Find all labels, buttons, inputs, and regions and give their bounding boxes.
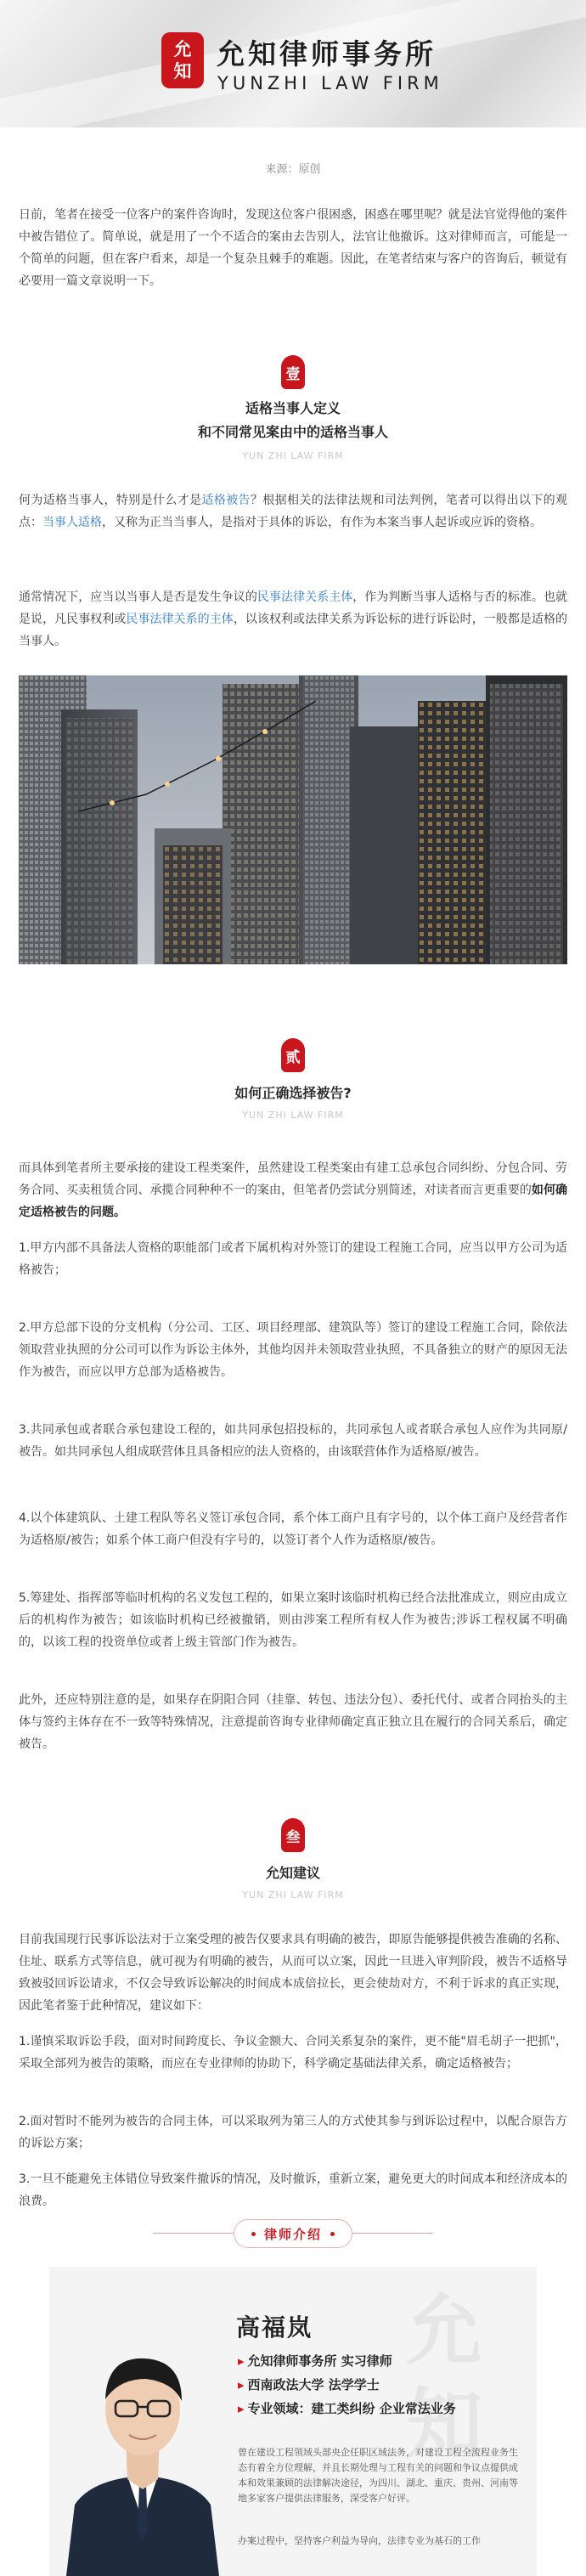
section-3-title: 允知建议: [265, 1865, 320, 1881]
lawyer-portrait: [58, 2309, 228, 2576]
city-skyline-photo: [19, 675, 567, 964]
keyword-link-party-qualification[interactable]: 当事人适格: [42, 516, 102, 529]
text-span: ？根据相关的法律法规和司法判例，笔者可以得出以下的观点：: [19, 494, 568, 529]
lawyer-profile-card: [49, 2267, 537, 2576]
section-2-item-3: 3.共同承包或者联合承包建设工程的，如共同承包招投标的，共同承包人或者联合承包人应作为共同原/被告。如共同承包人组成联营体且具备相应的法人资格的，由该联营体作为适格原/被告。: [19, 1423, 567, 1459]
section-2-closing: 此外，还应特别注意的是，如果存在阴阳合同（挂靠、转包、违法分包）、委托代付、或者合同抬头的主体与签约主体存在不一致等特殊情况，注意提前咨询专业律师确定真正独立且在履行的合同关系后，确定被告。: [19, 1693, 567, 1751]
lawyer-name: 高福岚: [236, 2313, 313, 2342]
lawyer-bio-1: 曾在建设工程领域头部央企任职区域法务，对建设工程全流程业务生态有着全方位理解，并且长期处理与工程有关的问题和争议点提供成本和效果兼顾的法律解决途径，为四川、湖北、重庆、贵州、河南等地多家客户提供法律服务，深受客户好评。: [238, 2447, 518, 2504]
divider-left: [153, 2233, 234, 2234]
section-badge-2: 贰: [281, 1038, 305, 1072]
section-1-subtitle: YUN ZHI LAW FIRM: [242, 450, 344, 461]
section-3-item-2: 2.面对暂时不能列为被告的合同主体，可以采取列为第三人的方式使其参与到诉讼过程中，以配合原告方的诉讼方案；: [19, 2115, 567, 2150]
section-badge-3: 叁: [281, 1818, 305, 1852]
section-1-paragraph-2: [19, 586, 567, 652]
lawyer-intro-header: [0, 2219, 586, 2248]
emphasis-text: 如何确定适格被告的问题。: [19, 1183, 568, 1219]
firm-watermark: [406, 2284, 533, 2471]
intro-paragraph: 日前，笔者在接受一位客户的案件咨询时，发现这位客户很困惑，困惑在哪里呢？就是法官觉得他的案件中被告错位了。简单说，就是用了一个不适合的案由去告别人，法官让他撤诉。这对律师而言，可能是一个简单的问题，但在客户看来，却是一个复杂且棘手的难题。因此，在笔者结束与客户的咨询后，顿觉有必要用一篇文章说明一下。: [19, 208, 567, 288]
text-span: ，以该权利或法律关系为诉讼标的进行诉讼时，一般都是适格的当事人。: [19, 613, 568, 648]
keyword-link-qualified-defendant[interactable]: 适格被告: [201, 494, 251, 507]
credential-text: 西南政法大学 法学学士: [247, 2377, 380, 2392]
section-badge-1: 壹: [281, 355, 305, 389]
lawyer-bio-2: 办案过程中，坚持客户利益为导向，法律专业为基石的工作: [238, 2535, 481, 2546]
section-1-title-line2: 和不同常见案由中的适格当事人: [197, 424, 388, 440]
firm-logo-seal: [161, 32, 204, 88]
seal-char-2: 知: [173, 60, 192, 82]
text-span: ，又称为正当当事人，是指对于具体的诉讼，有作为本案当事人起诉或应诉的资格。: [102, 516, 542, 529]
credential-1: [238, 2352, 392, 2370]
skyline-illustration: [19, 675, 567, 964]
lawyer-intro-pill: [234, 2219, 352, 2248]
text-span: ，作为判断当事人适格与否的标准。也就是说，凡民事权利或: [19, 590, 568, 626]
section-2-item-4: 4.以个体建筑队、土建工程队等名义签订承包合同，系个体工商户且有字号的，以个体工商户及经营者作为适格原/被告；如系个体工商户但没有字号的，以签订者个人作为适格原/被告。: [19, 1511, 567, 1547]
source-line: 来源：原创: [265, 163, 321, 176]
credential-text: 专业领域：建工类纠纷 企业常法业务: [247, 2401, 456, 2416]
credential-text: 允知律师事务所 实习律师: [247, 2353, 392, 2369]
seal-char-1: 允: [173, 38, 192, 59]
text-span: 而具体到笔者所主要承接的建设工程类案件，虽然建设工程类案由有建工总承包合同纠纷、分包合同、劳务合同、买卖租赁合同、承揽合同种种不一的案由，但笔者仍尝试分别简述，对读者而言更重要的: [19, 1161, 567, 1197]
credential-3: [238, 2399, 456, 2417]
divider-right: [352, 2233, 433, 2234]
firm-name-cn: 允知律师事务所: [217, 37, 437, 71]
credential-2: [238, 2375, 380, 2393]
firm-name-en: YUNZHI LAW FIRM: [217, 73, 443, 93]
keyword-link-civil-legal-relation-subject[interactable]: 民事法律关系主体: [256, 590, 353, 604]
section-2-item-5: 5.筹建处、指挥部等临时机构的名义发包工程的，如果立案时该临时机构已经合法批准成立，则应由成立后的机构作为被告；如该临时机构已经被撤销，则由涉案工程所有权人作为被告;涉诉工程权属不明确的，以该工程的投资单位或者上级主管部门作为被告。: [19, 1591, 567, 1649]
section-1-paragraph-1: [19, 489, 567, 534]
text-span: 何为适格当事人，特别是什么才是: [19, 494, 202, 507]
text-span: 通常情况下，应当以当事人是否是发生争议的: [19, 590, 257, 604]
arrow-icon: ▸: [238, 2401, 245, 2416]
section-3-subtitle: YUN ZHI LAW FIRM: [242, 1890, 344, 1901]
section-3-intro: 目前我国现行民事诉讼法对于立案受理的被告仅要求具有明确的被告，即原告能够提供被告准确的名称、住址、联系方式等信息，就可视为有明确的被告，从而可以立案，因此一旦进入审判阶段，被告不适格导致被驳回诉讼请求，不仅会导致诉讼解决的时间成本成倍拉长，更会使劫对方，不利于诉求的真正实现，因此笔者鉴于此种情况，建议如下：: [19, 1933, 567, 2013]
section-2-subtitle: YUN ZHI LAW FIRM: [242, 1110, 344, 1121]
pill-dot-right: [330, 2232, 335, 2236]
section-2-item-1: 1.甲方内部不具备法人资格的职能部门或者下属机构对外签订的建设工程施工合同，应当以甲方公司为适格被告；: [19, 1241, 567, 1277]
pill-dot-left: [251, 2232, 256, 2236]
section-2-intro: [19, 1157, 567, 1223]
header-banner: [0, 0, 586, 127]
section-2-title: 如何正确选择被告?: [234, 1085, 352, 1101]
keyword-link-civil-legal-relation[interactable]: 民事法律关系的主体: [126, 613, 234, 626]
section-3-item-3: 3.一旦不能避免主体错位导致案件撤诉的情况，及时撤诉，重新立案，避免更大的时间成本和经济成本的浪费。: [19, 2172, 567, 2208]
section-2-item-2: 2.甲方总部下设的分支机构（分公司、工区、项目经理部、建筑队等）签订的建设工程施工合同，除依法领取营业执照的分公司可以作为诉讼主体外，其他均因并未领取营业执照，不具备独立的财产的原因无法作为被告，而应以甲方总部为适格被告。: [19, 1321, 567, 1379]
arrow-icon: ▸: [238, 2353, 245, 2369]
section-1-title-line1: 适格当事人定义: [245, 400, 341, 416]
arrow-icon: ▸: [238, 2377, 245, 2392]
watermark-char-2: 知: [406, 2379, 482, 2469]
section-3-item-1: 1.谨慎采取诉讼手段，面对时间跨度长、争议金额大、合同关系复杂的案件，更不能"眉毛胡子一把抓"，采取全部列为被告的策略，而应在专业律师的协助下，科学确定基础法律关系，确定适格被告；: [19, 2035, 567, 2070]
watermark-char-1: 允: [406, 2285, 482, 2375]
lawyer-intro-label: 律师介绍: [263, 2226, 322, 2242]
